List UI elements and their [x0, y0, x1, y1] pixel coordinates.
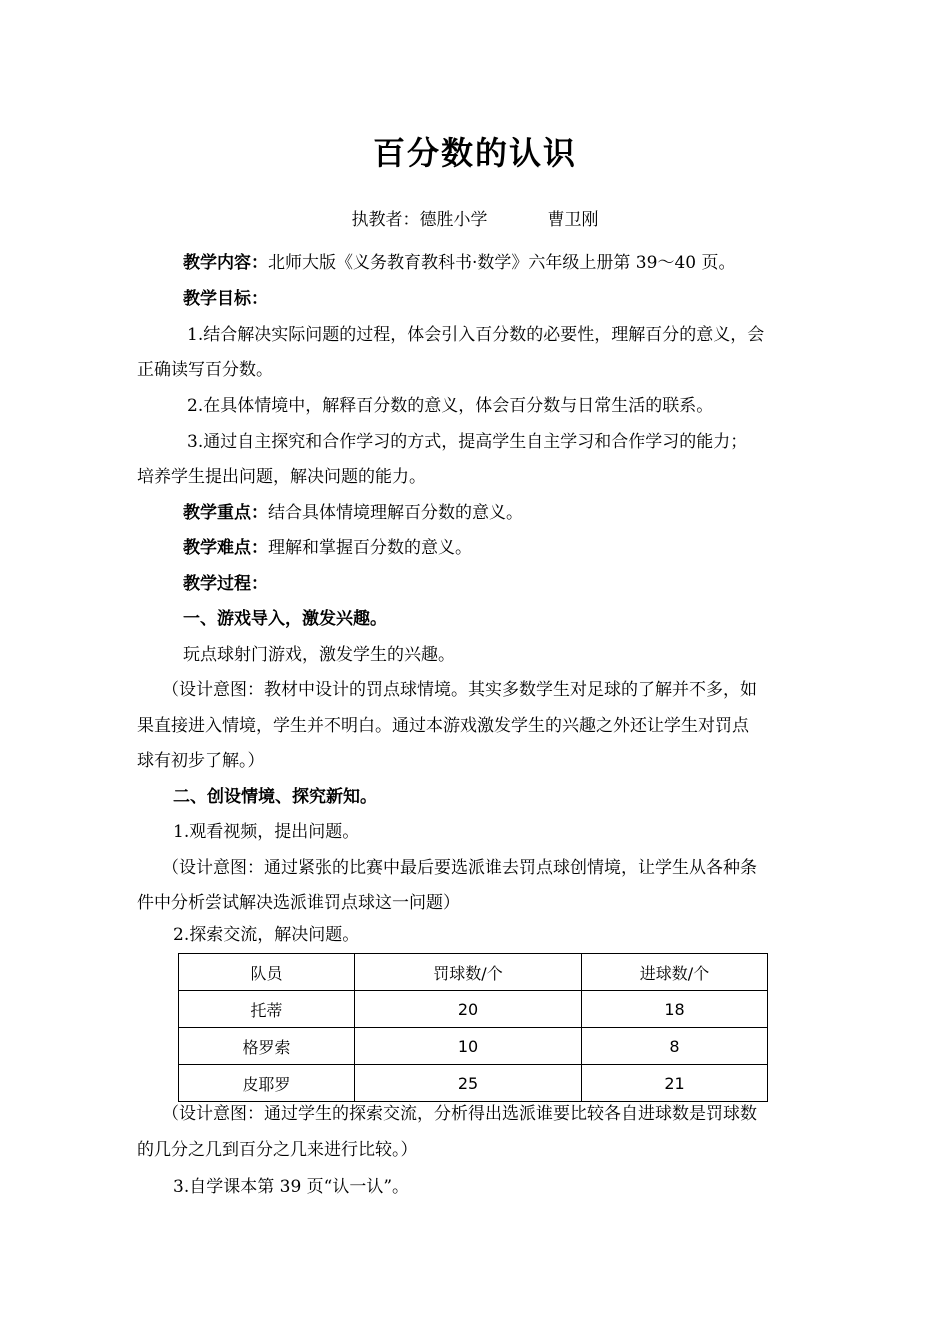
table-header-cell: 进球数/个	[582, 954, 768, 991]
penalty-table	[178, 953, 768, 1102]
section-2-design1-line1: （设计意图：通过紧张的比赛中最后要选派谁去罚点球创情境，让学生从各种条	[162, 858, 757, 878]
author-name: 曹卫刚	[547, 210, 599, 230]
section-1-text: 玩点球射门游戏，激发学生的兴趣。	[183, 645, 455, 665]
table-cell: 10	[355, 1028, 582, 1065]
key-point-text: 结合具体情境理解百分数的意义。	[268, 503, 523, 523]
table-cell: 皮耶罗	[179, 1065, 355, 1102]
objective-2: 2.在具体情境中，解释百分数的意义，体会百分数与日常生活的联系。	[187, 396, 714, 416]
difficulty-label: 教学难点：	[183, 538, 268, 558]
table-cell: 20	[355, 991, 582, 1028]
objective-3-line2: 培养学生提出问题，解决问题的能力。	[137, 467, 426, 487]
objective-1-line1: 1.结合解决实际问题的过程，体会引入百分数的必要性，理解百分的意义，会	[187, 325, 765, 345]
author-label: 执教者：德胜小学	[351, 210, 488, 230]
section-1-heading: 一、游戏导入，激发兴趣。	[183, 609, 387, 629]
table-header-cell: 罚球数/个	[355, 954, 582, 991]
section-1-design-line2: 果直接进入情境，学生并不明白。通过本游戏激发学生的兴趣之外还让学生对罚点	[137, 716, 749, 736]
table-row	[179, 991, 768, 1028]
page-title: 百分数的认识	[372, 134, 577, 172]
section-2-heading: 二、创设情境、探究新知。	[173, 787, 377, 807]
content-label: 教学内容：	[183, 253, 268, 273]
difficulty-text: 理解和掌握百分数的意义。	[268, 538, 472, 558]
table-cell: 格罗索	[179, 1028, 355, 1065]
process-label: 教学过程：	[183, 574, 268, 594]
content-text: 北师大版《义务教育教科书·数学》六年级上册第 39～40 页。	[268, 253, 736, 273]
section-2-design2-line1: （设计意图：通过学生的探索交流，分析得出选派谁要比较各自进球数是罚球数	[162, 1104, 757, 1124]
section-2-step1: 1.观看视频，提出问题。	[173, 822, 360, 842]
key-point-line	[137, 495, 863, 531]
table-header-row	[179, 954, 768, 991]
content-line	[137, 245, 863, 281]
key-point-label: 教学重点：	[183, 503, 268, 523]
table-header-cell: 队员	[179, 954, 355, 991]
objectives-label: 教学目标：	[183, 289, 268, 309]
section-2-step2: 2.探索交流，解决问题。	[173, 925, 360, 945]
section-2-step3: 3.自学课本第 39 页“认一认”。	[173, 1177, 410, 1197]
objective-1-line2: 正确读写百分数。	[137, 360, 273, 380]
table-cell: 托蒂	[179, 991, 355, 1028]
table-cell: 21	[582, 1065, 768, 1102]
objective-3-line1: 3.通过自主探究和合作学习的方式，提高学生自主学习和合作学习的能力；	[187, 432, 748, 452]
section-1-design-line3: 球有初步了解。）	[137, 751, 265, 771]
table-cell: 18	[582, 991, 768, 1028]
table-cell: 8	[582, 1028, 768, 1065]
section-1-design-line1: （设计意图：教材中设计的罚点球情境。其实多数学生对足球的了解并不多，如	[162, 680, 757, 700]
section-2-design1-line2: 件中分析尝试解决选派谁罚点球这一问题）	[137, 893, 460, 913]
difficulty-line	[137, 530, 863, 566]
table-row	[179, 1028, 768, 1065]
section-2-design2-line2: 的几分之几到百分之几来进行比较。）	[137, 1140, 418, 1160]
author-line	[0, 205, 950, 230]
table-cell: 25	[355, 1065, 582, 1102]
